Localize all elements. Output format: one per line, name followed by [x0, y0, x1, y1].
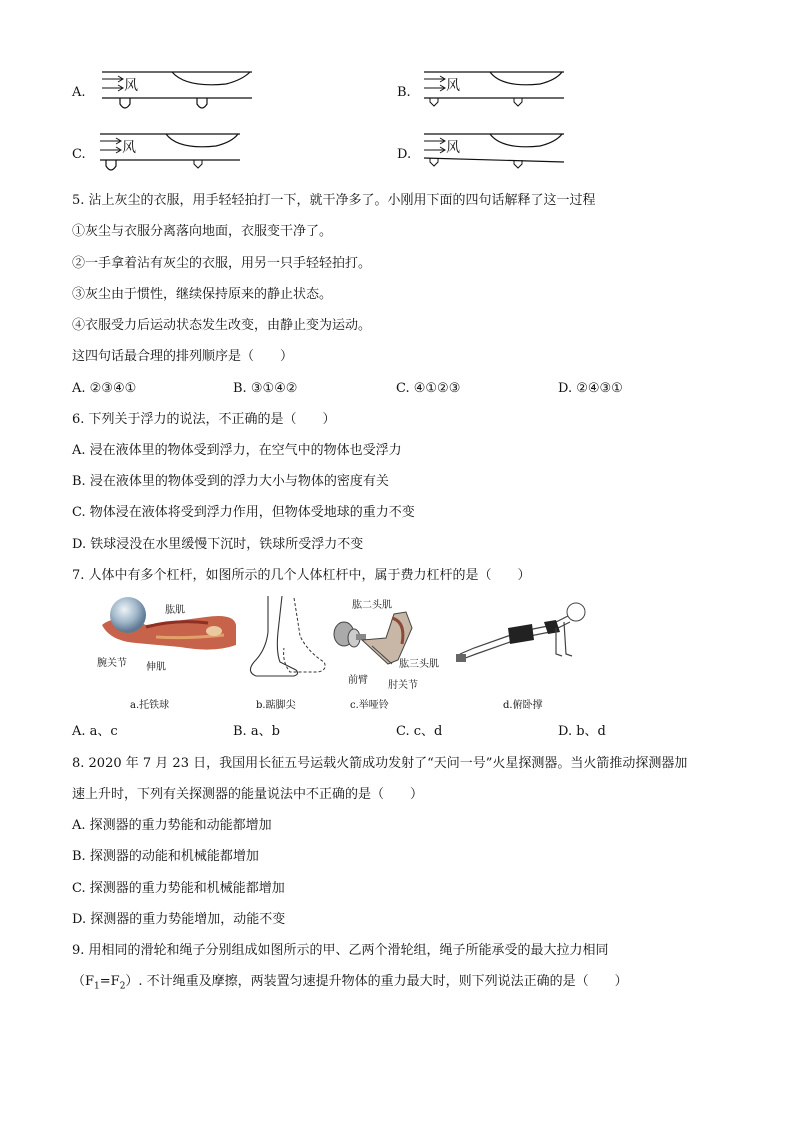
q7-choice-d[interactable]: D. b、d [558, 724, 606, 739]
option-b-label: B. [397, 85, 411, 100]
q5-statement-4: ④衣服受力后运动状态发生改变，由静止变为运动。 [72, 318, 372, 333]
option-d-label: D. [397, 147, 412, 162]
q5-choice-a[interactable]: A. ②③④① [72, 381, 137, 396]
wind-label: 风 [124, 78, 138, 94]
q9-stem-line1: 9. 用相同的滑轮和绳子分别组成如图所示的甲、乙两个滑轮组，绳子所能承受的最大拉力相同 [72, 943, 609, 958]
q5-statement-1: ①灰尘与衣服分离落向地面，衣服变干净了。 [72, 224, 333, 239]
option-c-figure [92, 128, 242, 178]
label-fuji: 肱肌 [165, 605, 185, 616]
q6-stem: 6. 下列关于浮力的说法，不正确的是（ ） [72, 412, 336, 427]
q7-choice-a[interactable]: A. a、c [72, 724, 118, 739]
label-wanguanjie: 腕关节 [97, 658, 127, 669]
q7-choice-c[interactable]: C. c、d [396, 724, 443, 739]
figure-d-pushup [452, 598, 594, 670]
figure-b-tiptoe [238, 592, 330, 682]
q5-choice-c[interactable]: C. ④①②③ [396, 381, 461, 396]
q5-stem: 5. 沾上灰尘的衣服，用手轻轻拍打一下，就干净多了。小刚用下面的四句话解释了这一过程 [72, 193, 596, 208]
option-d-figure [416, 128, 566, 178]
q6-choice-b[interactable]: B. 浸在液体里的物体受到的浮力大小与物体的密度有关 [72, 474, 389, 489]
q7-choice-b[interactable]: B. a、b [233, 724, 280, 739]
q8-stem-line2: 速上升时，下列有关探测器的能量说法中不正确的是（ ） [72, 787, 424, 802]
caption-a: a.托铁球 [130, 700, 170, 711]
q8-choice-b[interactable]: B. 探测器的动能和机械能都增加 [72, 849, 259, 864]
label-zhouguanjie: 肘关节 [388, 680, 418, 691]
q8-choice-c[interactable]: C. 探测器的重力势能和机械能都增加 [72, 881, 285, 896]
q6-choice-d[interactable]: D. 铁球浸没在水里缓慢下沉时，铁球所受浮力不变 [72, 537, 364, 552]
q5-question: 这四句话最合理的排列顺序是（ ） [72, 349, 294, 364]
label-triceps: 肱三头肌 [399, 659, 439, 670]
label-biceps: 肱二头肌 [352, 600, 392, 611]
q8-choice-a[interactable]: A. 探测器的重力势能和动能都增加 [72, 818, 272, 833]
option-a-figure [94, 66, 254, 116]
option-a-label: A. [72, 85, 86, 100]
svg-text:风: 风 [122, 140, 136, 156]
caption-c: c.举哑铃 [350, 700, 389, 711]
q8-choice-d[interactable]: D. 探测器的重力势能增加，动能不变 [72, 912, 286, 927]
option-b-figure [416, 66, 566, 116]
q5-statement-3: ③灰尘由于惯性，继续保持原来的静止状态。 [72, 287, 333, 302]
q5-choice-d[interactable]: D. ②④③① [558, 381, 623, 396]
caption-b: b.踮脚尖 [256, 700, 296, 711]
svg-text:风: 风 [446, 140, 460, 156]
q5-statement-2: ②一手拿着沾有灰尘的衣服，用另一只手轻轻拍打。 [72, 256, 372, 271]
q5-choice-b[interactable]: B. ③①④② [233, 381, 298, 396]
q9-stem-line2: $(F_1=F_2)$. 不计绳重及摩擦，两装置匀速提升物体的重力最大时，则下列说法正确的是（ ） [72, 974, 628, 992]
q6-choice-a[interactable]: A. 浸在液体里的物体受到浮力，在空气中的物体也受浮力 [72, 443, 402, 458]
option-c-label: C. [72, 147, 86, 162]
label-shenji: 伸肌 [146, 662, 166, 673]
caption-d: d.俯卧撑 [503, 700, 543, 711]
label-qianbi: 前臂 [348, 675, 368, 686]
svg-text:风: 风 [446, 78, 460, 94]
q7-stem: 7. 人体中有多个杠杆，如图所示的几个人体杠杆中，属于费力杠杆的是（ ） [72, 568, 531, 583]
q6-choice-c[interactable]: C. 物体浸在液体将受到浮力作用，但物体受地球的重力不变 [72, 505, 415, 520]
q8-stem-line1: 8. 2020 年 7 月 23 日，我国用长征五号运载火箭成功发射了“天问一号”火星探测器。当火箭推动探测器加 [72, 756, 688, 771]
